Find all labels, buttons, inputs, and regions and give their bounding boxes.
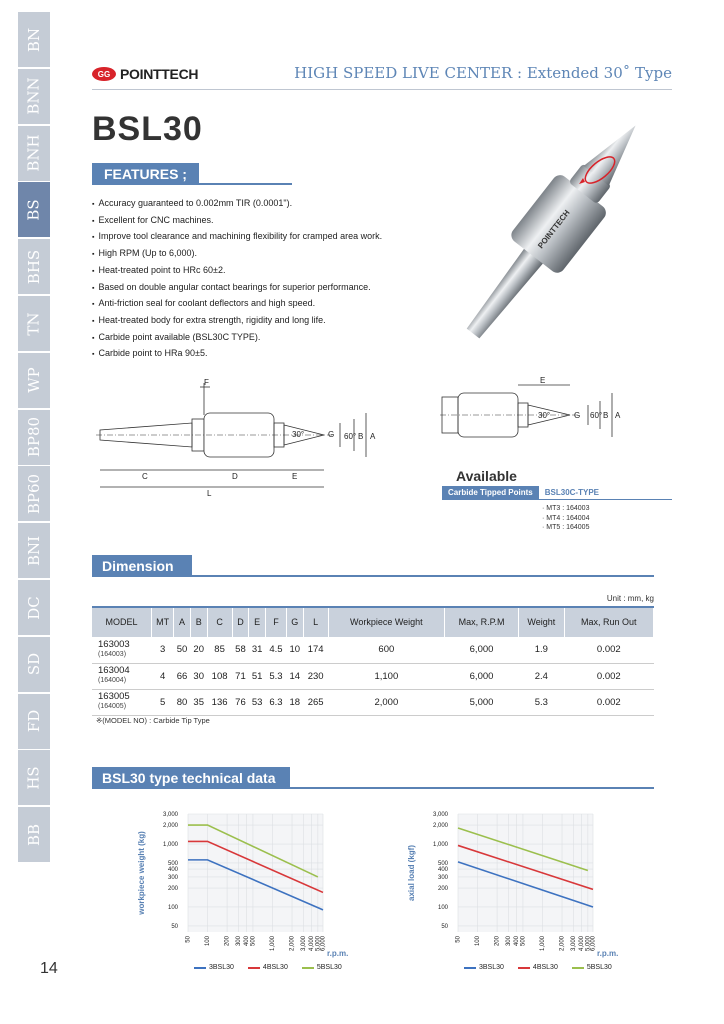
- table-cell: 4.5: [266, 637, 287, 663]
- x-tick-label: 300: [236, 936, 243, 947]
- legend-item: [518, 964, 558, 971]
- label-A-carbide: A: [615, 411, 621, 420]
- feature-item: ▪ Improve tool clearance and machining flexibility for cramped area work.: [92, 229, 382, 246]
- table-footnote: ※(MODEL NO) : Carbide Tip Type: [96, 716, 210, 725]
- product-image: [420, 110, 680, 360]
- label-angle60-carbide: 60°: [590, 411, 603, 420]
- model-cell: [92, 689, 152, 715]
- available-list: [542, 504, 589, 533]
- feature-item: ▪ Anti-friction seal for coolant deflectors and high speed.: [92, 296, 382, 313]
- sidebar-tab-dc[interactable]: [18, 580, 50, 636]
- sidebar-tab-bnh[interactable]: [18, 126, 50, 182]
- x-tick-label: 200: [494, 936, 501, 947]
- x-tick-label: 2,000: [559, 936, 566, 952]
- available-item: · MT4 : 164004: [542, 514, 590, 522]
- label-B: B: [358, 432, 364, 441]
- legend-label: 5BSL30: [586, 964, 612, 971]
- y-tick-label: 2,000: [432, 823, 448, 830]
- plot-area: [188, 814, 323, 932]
- y-tick-label: 300: [167, 874, 178, 881]
- sidebar-tab-bnn[interactable]: [18, 69, 50, 125]
- sidebar-tab-tn[interactable]: [18, 296, 50, 352]
- table-cell: 136: [207, 689, 232, 715]
- table-cell: 4: [152, 663, 174, 689]
- table-cell: 265: [303, 689, 328, 715]
- feature-item: ▪ Carbide point available (BSL30C TYPE).: [92, 330, 382, 347]
- x-axis-label: r.p.m.: [597, 949, 619, 958]
- y-tick-label: 2,000: [162, 823, 178, 830]
- engraving-text: POINTTECH: [536, 208, 572, 251]
- y-tick-label: 50: [441, 923, 448, 930]
- label-L: L: [207, 489, 212, 498]
- chart-workpiece-weight: [130, 806, 349, 966]
- table-cell: 600: [328, 637, 444, 663]
- sidebar-tab-fd[interactable]: [18, 694, 50, 750]
- legend-swatch: [248, 967, 260, 969]
- table-cell: 6,000: [445, 637, 519, 663]
- table-cell: 66: [174, 663, 191, 689]
- table-cell: 31: [249, 637, 266, 663]
- table-header-cell: Max, R.P.M: [445, 607, 519, 637]
- label-B-carbide: B: [603, 411, 609, 420]
- table-header-cell: L: [303, 607, 328, 637]
- table-header-cell: F: [266, 607, 287, 637]
- sidebar-tab-label: BNN: [25, 77, 43, 115]
- table-cell: 5.3: [519, 689, 565, 715]
- x-tick-label: 500: [520, 936, 527, 947]
- x-tick-label: 100: [205, 936, 212, 947]
- label-angle30-carbide: 30°: [538, 411, 551, 420]
- legend-label: 4BSL30: [532, 964, 558, 971]
- available-item: · MT3 : 164003: [542, 505, 590, 512]
- sidebar-tab-bn[interactable]: [18, 12, 50, 68]
- tech-heading-bar: [92, 767, 654, 789]
- label-angle60: 60°: [344, 432, 357, 441]
- model-number: 163005: [98, 691, 130, 702]
- table-header-cell: E: [249, 607, 266, 637]
- chart-axial-load: [400, 806, 640, 966]
- dimension-heading-bar: [92, 555, 654, 577]
- x-tick-label: 200: [224, 936, 231, 947]
- legend-swatch: [302, 967, 314, 969]
- table-cell: 1.9: [519, 637, 565, 663]
- y-tick-label: 300: [437, 874, 448, 881]
- x-tick-label: 50: [185, 936, 192, 943]
- table-cell: 2,000: [328, 689, 444, 715]
- table-cell: 10: [286, 637, 303, 663]
- table-row: [92, 637, 654, 663]
- x-tick-label: 300: [506, 936, 513, 947]
- table-cell: 50: [174, 637, 191, 663]
- table-cell: 14: [286, 663, 303, 689]
- legend-item: [464, 964, 504, 971]
- sidebar-tab-wp[interactable]: [18, 353, 50, 409]
- sidebar-tab-sd[interactable]: [18, 637, 50, 693]
- features-heading-bar: [92, 163, 292, 185]
- y-tick-label: 1,000: [432, 842, 448, 849]
- table-cell: 230: [303, 663, 328, 689]
- table-cell: 30: [190, 663, 207, 689]
- sidebar-tab-label: FD: [25, 709, 43, 733]
- x-tick-label: 3,000: [571, 936, 578, 952]
- model-title: BSL30: [92, 110, 203, 148]
- feature-item: ▪ Heat-treated body for extra strength, rigidity and long life.: [92, 313, 382, 330]
- x-axis-label: r.p.m.: [327, 949, 349, 958]
- drawing-carbide: [440, 375, 630, 465]
- sidebar-tab-label: BN: [25, 27, 43, 52]
- dimension-table: [92, 606, 654, 716]
- table-header-cell: A: [174, 607, 191, 637]
- table-header-cell: MODEL: [92, 607, 152, 637]
- legend-item: [572, 964, 612, 971]
- legend-swatch: [572, 967, 584, 969]
- model-number: 163004: [98, 665, 130, 676]
- sidebar-tab-bni[interactable]: [18, 523, 50, 579]
- x-tick-label: 100: [475, 936, 482, 947]
- tech-heading: BSL30 type technical data: [92, 767, 290, 789]
- x-tick-label: 6,000: [320, 936, 327, 952]
- x-tick-label: 400: [514, 936, 521, 947]
- sidebar-tab-label: BB: [24, 823, 43, 846]
- y-tick-label: 500: [167, 860, 178, 867]
- features-list: [92, 196, 382, 363]
- legend-weight: [194, 964, 342, 971]
- table-cell: 0.002: [564, 637, 653, 663]
- sidebar-tab-label: SD: [25, 653, 43, 676]
- y-axis-label: workpiece weight (kg): [137, 831, 146, 915]
- table-header-row: [92, 607, 654, 637]
- x-tick-label: 4,000: [309, 936, 316, 952]
- table-cell: 5,000: [445, 689, 519, 715]
- sidebar-tab-bs[interactable]: [18, 182, 50, 238]
- legend-label: 4BSL30: [262, 964, 288, 971]
- available-type: BSL30C-TYPE: [544, 488, 599, 497]
- label-A: A: [370, 432, 376, 441]
- y-tick-label: 3,000: [162, 812, 178, 818]
- legend-axial: [464, 964, 612, 971]
- x-tick-label: 400: [244, 936, 251, 947]
- table-header-cell: G: [286, 607, 303, 637]
- table-cell: 20: [190, 637, 207, 663]
- table-cell: 35: [190, 689, 207, 715]
- header-title: HIGH SPEED LIVE CENTER : Extended 30˚ Type: [294, 64, 672, 82]
- table-cell: 5: [152, 689, 174, 715]
- feature-item: ▪ Heat-treated point to HRc 60±2.: [92, 263, 382, 280]
- page-header: [92, 62, 672, 90]
- sidebar: [0, 0, 50, 960]
- table-cell: 6,000: [445, 663, 519, 689]
- label-E: E: [292, 472, 298, 481]
- sidebar-tab-label: BHS: [25, 249, 44, 284]
- available-bar: [442, 486, 672, 500]
- table-cell: 85: [207, 637, 232, 663]
- legend-swatch: [194, 967, 206, 969]
- table-cell: 76: [232, 689, 249, 715]
- label-G: G: [328, 430, 335, 439]
- table-cell: 2.4: [519, 663, 565, 689]
- y-tick-label: 400: [167, 867, 178, 874]
- x-tick-label: 1,000: [270, 936, 277, 952]
- brand-logo: [92, 66, 198, 82]
- sidebar-tab-label: HS: [24, 766, 43, 790]
- table-cell: 174: [303, 637, 328, 663]
- available-title: Available: [456, 468, 517, 484]
- table-header-cell: MT: [152, 607, 174, 637]
- x-tick-label: 500: [250, 936, 257, 947]
- table-cell: 0.002: [564, 689, 653, 715]
- table-cell: 6.3: [266, 689, 287, 715]
- y-axis-label: axial load (kgf): [407, 844, 416, 902]
- sidebar-tab-bb[interactable]: [18, 807, 50, 863]
- logo-mark-icon: GG: [92, 67, 116, 81]
- y-tick-label: 1,000: [162, 842, 178, 849]
- dimension-heading: Dimension: [92, 555, 192, 577]
- sidebar-tab-label: BNH: [25, 134, 44, 172]
- logo-text: POINTTECH: [120, 66, 199, 82]
- feature-item: ▪ Based on double angular contact bearings for superior performance.: [92, 280, 382, 297]
- sidebar-tab-label: BS: [25, 199, 43, 221]
- legend-label: 3BSL30: [209, 964, 234, 971]
- y-tick-label: 50: [171, 923, 178, 930]
- sidebar-tab-label: TN: [24, 311, 43, 336]
- label-angle30: 30°: [292, 430, 305, 439]
- y-tick-label: 500: [437, 860, 448, 867]
- table-header-cell: Max, Run Out: [564, 607, 653, 637]
- sidebar-tab-bp80[interactable]: [18, 410, 50, 466]
- sidebar-tab-label: DC: [24, 595, 43, 620]
- x-tick-label: 1,000: [540, 936, 547, 952]
- model-carbide-number: (164005): [98, 703, 127, 710]
- x-tick-label: 4,000: [579, 936, 586, 952]
- model-cell: [92, 663, 152, 689]
- legend-label: 3BSL30: [479, 964, 504, 971]
- label-F: F: [204, 378, 209, 387]
- y-tick-label: 3,000: [432, 812, 448, 818]
- legend-item: [248, 964, 288, 971]
- plot-area: [458, 814, 593, 932]
- sidebar-tab-bhs[interactable]: [18, 239, 50, 295]
- label-E-carbide: E: [540, 376, 546, 385]
- table-header-cell: D: [232, 607, 249, 637]
- table-cell: 53: [249, 689, 266, 715]
- feature-item: ▪ High RPM (Up to 6,000).: [92, 246, 382, 263]
- label-G-carbide: G: [574, 411, 581, 420]
- model-cell: [92, 637, 152, 663]
- y-tick-label: 400: [437, 867, 448, 874]
- sidebar-tab-label: WP: [24, 367, 43, 394]
- legend-item: [302, 964, 342, 971]
- table-header-cell: Weight: [519, 607, 565, 637]
- sidebar-tab-hs[interactable]: [18, 750, 50, 806]
- x-tick-label: 2,000: [289, 936, 296, 952]
- sidebar-tab-bp60[interactable]: [18, 466, 50, 522]
- table-cell: 0.002: [564, 663, 653, 689]
- model-number: 163003: [98, 638, 130, 650]
- taper-shank: [464, 247, 544, 341]
- drawing-standard: [92, 375, 392, 500]
- feature-item: ▪ Carbide point to HRa 90±5.: [92, 346, 382, 363]
- y-tick-label: 100: [167, 904, 178, 911]
- table-cell: 18: [286, 689, 303, 715]
- x-tick-label: 5,000: [315, 936, 322, 952]
- table-header-cell: B: [190, 607, 207, 637]
- model-carbide-number: (164004): [98, 677, 127, 684]
- sidebar-tab-label: BP80: [25, 416, 44, 458]
- table-cell: 58: [232, 637, 249, 663]
- legend-item: [194, 964, 234, 971]
- y-tick-label: 200: [167, 886, 178, 893]
- available-label: Carbide Tipped Points: [442, 486, 539, 499]
- label-C: C: [142, 472, 148, 481]
- label-D: D: [232, 472, 238, 481]
- table-cell: 71: [232, 663, 249, 689]
- table-row: [92, 689, 654, 715]
- table-cell: 80: [174, 689, 191, 715]
- sidebar-tab-label: BP60: [25, 473, 44, 514]
- legend-swatch: [518, 967, 530, 969]
- feature-item: ▪ Accuracy guaranteed to 0.002mm TIR (0.0001").: [92, 196, 382, 213]
- model-carbide-number: (164003): [98, 650, 127, 658]
- x-tick-label: 3,000: [301, 936, 308, 952]
- available-item: · MT5 : 164005: [542, 524, 590, 531]
- features-heading: FEATURES ;: [92, 163, 199, 185]
- table-cell: 1,100: [328, 663, 444, 689]
- x-tick-label: 5,000: [585, 936, 592, 952]
- table-cell: 108: [207, 663, 232, 689]
- legend-label: 5BSL30: [316, 964, 342, 971]
- y-tick-label: 200: [437, 886, 448, 893]
- legend-swatch: [464, 967, 476, 969]
- table-cell: 3: [152, 637, 174, 663]
- table-header-cell: Workpiece Weight: [328, 607, 444, 637]
- sidebar-tab-label: BNI: [24, 535, 43, 566]
- table-row: [92, 663, 654, 689]
- table-header-cell: C: [207, 607, 232, 637]
- y-tick-label: 100: [437, 904, 448, 911]
- table-cell: 51: [249, 663, 266, 689]
- x-tick-label: 6,000: [590, 936, 597, 952]
- page-number: 14: [40, 960, 58, 977]
- table-cell: 5.3: [266, 663, 287, 689]
- x-tick-label: 50: [455, 936, 462, 943]
- unit-note: Unit : mm, kg: [606, 594, 654, 603]
- feature-item: ▪ Excellent for CNC machines.: [92, 213, 382, 230]
